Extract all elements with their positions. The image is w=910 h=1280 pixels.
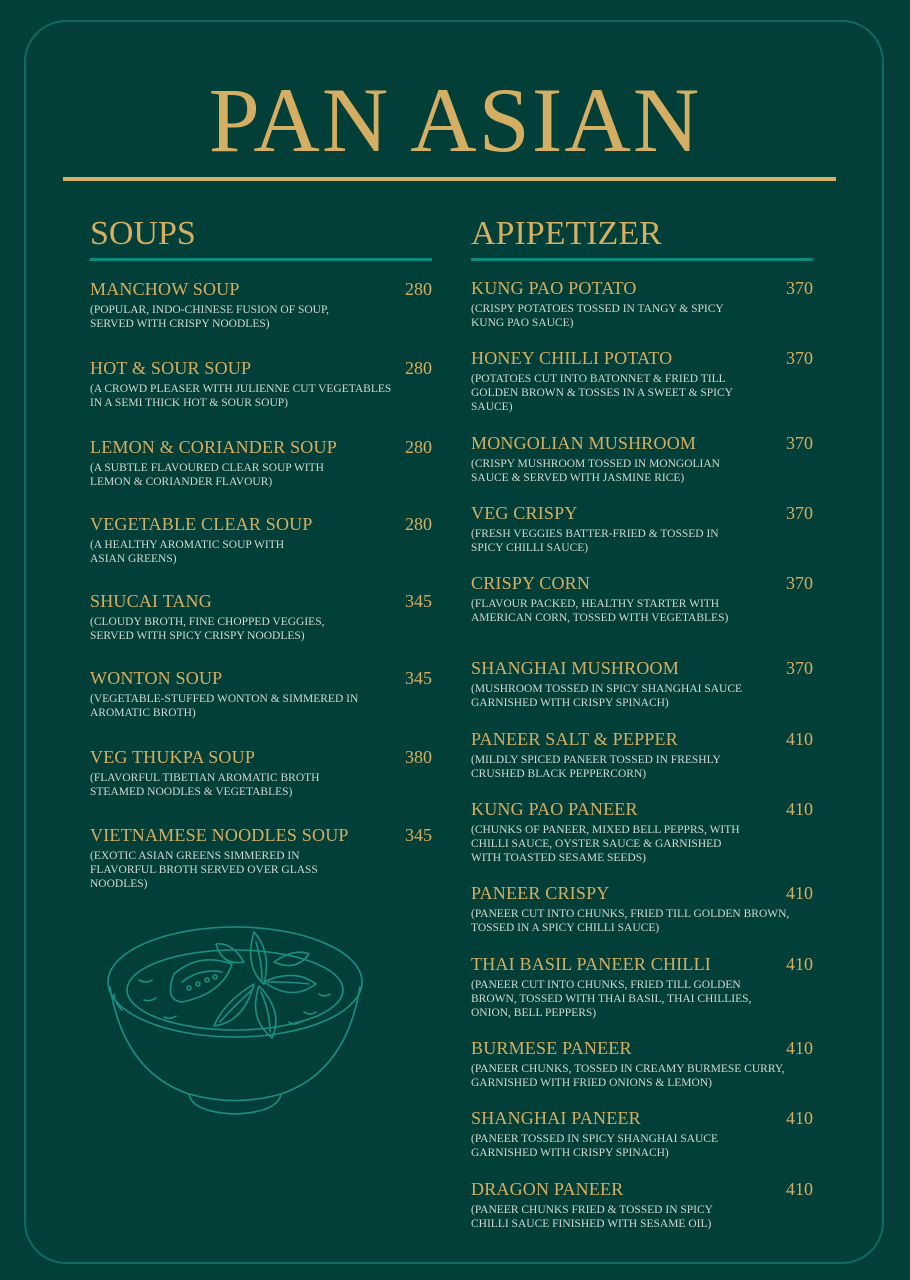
menu-item	[471, 1107, 813, 1160]
item-price: 370	[786, 433, 813, 453]
item-price: 410	[786, 1108, 813, 1128]
item-price: 345	[405, 668, 432, 688]
item-name: KUNG PAO PANEER	[471, 799, 638, 819]
item-description: (POTATOES CUT INTO BATONNET & FRIED TILL GOLDEN BROWN & TOSSES IN A SWEET & SPICY SAUCE)	[471, 373, 733, 413]
item-description: (EXOTIC ASIAN GREENS SIMMERED IN FLAVORFUL BROTH SERVED OVER GLASS NOODLES)	[90, 850, 318, 890]
menu-item	[90, 824, 432, 891]
item-name: SHUCAI TANG	[90, 591, 212, 611]
item-name: HONEY CHILLI POTATO	[471, 348, 673, 368]
item-name: BURMESE PANEER	[471, 1038, 632, 1058]
menu-item	[471, 572, 813, 625]
item-name: VEG CRISPY	[471, 503, 578, 523]
item-name: SHANGHAI MUSHROOM	[471, 658, 679, 678]
item-price: 410	[786, 883, 813, 903]
menu-item	[90, 590, 432, 643]
item-price: 410	[786, 729, 813, 749]
item-price: 410	[786, 1038, 813, 1058]
item-name: CRISPY CORN	[471, 573, 591, 593]
menu-item	[471, 432, 813, 485]
appetizer-divider	[471, 258, 813, 261]
item-price: 370	[786, 348, 813, 368]
menu-item	[471, 347, 813, 414]
item-price: 280	[405, 437, 432, 457]
menu-item	[471, 657, 813, 710]
item-description: (A SUBTLE FLAVOURED CLEAR SOUP WITH LEMON & CORIANDER FLAVOUR)	[90, 462, 324, 488]
item-description: (FRESH VEGGIES BATTER-FRIED & TOSSED IN SPICY CHILLI SAUCE)	[471, 528, 719, 554]
menu-item	[90, 746, 432, 799]
item-name: LEMON & CORIANDER SOUP	[90, 437, 337, 457]
item-description: (MILDLY SPICED PANEER TOSSED IN FRESHLY CRUSHED BLACK PEPPERCORN)	[471, 754, 721, 780]
item-description: (A CROWD PLEASER WITH JULIENNE CUT VEGETABLES IN A SEMI THICK HOT & SOUR SOUP)	[90, 383, 392, 409]
item-description: (A HEALTHY AROMATIC SOUP WITH ASIAN GREENS)	[90, 539, 285, 565]
menu-item	[471, 953, 813, 1020]
item-price: 370	[786, 658, 813, 678]
item-price: 370	[786, 278, 813, 298]
item-description: (CHUNKS OF PANEER, MIXED BELL PEPPRS, WITH CHILLI SAUCE, OYSTER SAUCE & GARNISHED WITH TOASTED SESAME SEEDS)	[471, 824, 740, 864]
item-name: HOT & SOUR SOUP	[90, 358, 252, 378]
item-description: (PANEER CHUNKS, TOSSED IN CREAMY BURMESE CURRY, GARNISHED WITH FRIED ONIONS & LEMON)	[471, 1063, 785, 1089]
menu-item	[471, 277, 813, 330]
item-price: 410	[786, 954, 813, 974]
item-name: SHANGHAI PANEER	[471, 1108, 641, 1128]
menu-item	[471, 728, 813, 781]
item-price: 280	[405, 514, 432, 534]
item-price: 410	[786, 1179, 813, 1199]
soup-bowl-icon	[104, 922, 366, 1122]
item-name: PANEER CRISPY	[471, 883, 610, 903]
item-description: (FLAVORFUL TIBETIAN AROMATIC BROTH STEAMED NOODLES & VEGETABLES)	[90, 772, 320, 798]
item-price: 280	[405, 279, 432, 299]
menu-item	[471, 882, 813, 935]
item-price: 345	[405, 591, 432, 611]
item-description: (PANEER CUT INTO CHUNKS, FRIED TILL GOLDEN BROWN, TOSSED IN A SPICY CHILLI SAUCE)	[471, 908, 790, 934]
menu-item	[90, 667, 432, 720]
item-description: (CLOUDY BROTH, FINE CHOPPED VEGGIES, SERVED WITH SPICY CRISPY NOODLES)	[90, 616, 325, 642]
item-description: (CRISPY MUSHROOM TOSSED IN MONGOLIAN SAUCE & SERVED WITH JASMINE RICE)	[471, 458, 720, 484]
item-description: (CRISPY POTATOES TOSSED IN TANGY & SPICY KUNG PAO SAUCE)	[471, 303, 724, 329]
item-name: MANCHOW SOUP	[90, 279, 240, 299]
menu-item	[90, 436, 432, 489]
item-name: KUNG PAO POTATO	[471, 278, 637, 298]
item-description: (FLAVOUR PACKED, HEALTHY STARTER WITH AMERICAN CORN, TOSSED WITH VEGETABLES)	[471, 598, 729, 624]
title-divider	[63, 177, 836, 181]
item-description: (VEGETABLE-STUFFED WONTON & SIMMERED IN AROMATIC BROTH)	[90, 693, 359, 719]
item-price: 370	[786, 503, 813, 523]
menu-item	[471, 1037, 813, 1090]
soups-heading: SOUPS	[90, 215, 196, 252]
menu-item	[471, 502, 813, 555]
menu-item	[90, 278, 432, 331]
item-name: VIETNAMESE NOODLES SOUP	[90, 825, 349, 845]
item-description: (POPULAR, INDO-CHINESE FUSION OF SOUP, SERVED WITH CRISPY NOODLES)	[90, 304, 329, 330]
item-price: 280	[405, 358, 432, 378]
menu-item	[90, 357, 432, 410]
item-name: DRAGON PANEER	[471, 1179, 624, 1199]
menu-item	[471, 1178, 813, 1231]
item-name: WONTON SOUP	[90, 668, 223, 688]
item-name: VEGETABLE CLEAR SOUP	[90, 514, 313, 534]
menu-title: PAN ASIAN	[208, 69, 702, 171]
menu-item	[90, 513, 432, 566]
item-name: VEG THUKPA SOUP	[90, 747, 256, 767]
item-name: PANEER SALT & PEPPER	[471, 729, 678, 749]
item-price: 370	[786, 573, 813, 593]
item-name: MONGOLIAN MUSHROOM	[471, 433, 697, 453]
item-description: (PANEER CHUNKS FRIED & TOSSED IN SPICY CHILLI SAUCE FINISHED WITH SESAME OIL)	[471, 1204, 713, 1230]
menu-item	[471, 798, 813, 865]
soups-divider	[90, 258, 432, 261]
item-description: (MUSHROOM TOSSED IN SPICY SHANGHAI SAUCE GARNISHED WITH CRISPY SPINACH)	[471, 683, 743, 709]
item-description: (PANEER TOSSED IN SPICY SHANGHAI SAUCE GARNISHED WITH CRISPY SPINACH)	[471, 1133, 718, 1159]
appetizer-heading: APIPETIZER	[471, 215, 662, 252]
item-price: 410	[786, 799, 813, 819]
item-description: (PANEER CUT INTO CHUNKS, FRIED TILL GOLDEN BROWN, TOSSED WITH THAI BASIL, THAI CHILLIES, ONION, BELL PEPPERS)	[471, 979, 752, 1019]
item-name: THAI BASIL PANEER CHILLI	[471, 954, 711, 974]
item-price: 380	[405, 747, 432, 767]
item-price: 345	[405, 825, 432, 845]
